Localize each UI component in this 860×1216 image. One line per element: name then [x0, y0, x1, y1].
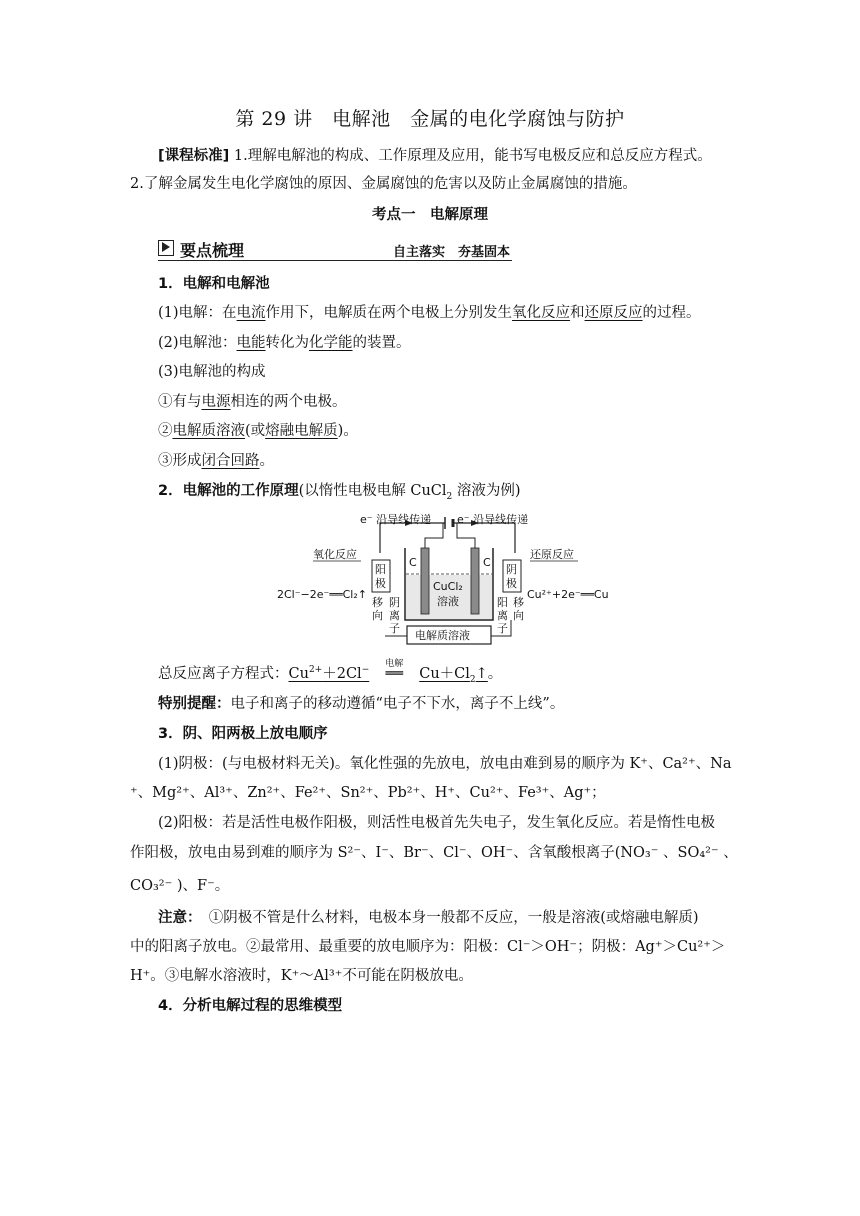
top-right-label: e⁻ 沿导线传递 [457, 513, 529, 526]
lesson-title: 第 29 讲 电解池 金属的电化学腐蚀与防护 [235, 108, 625, 130]
eq-term: ＋2Cl [322, 666, 362, 682]
text: 转化为 [265, 335, 310, 351]
cation-label: 离 [497, 609, 508, 622]
s1-paragraph-4 [158, 392, 347, 412]
tip-label: 特别提醒： [158, 696, 231, 712]
text: ② [158, 423, 173, 439]
s3-cathode-line2: ⁺、Mg²⁺、Al³⁺、Zn²⁺、Fe²⁺、Sn²⁺、Pb²⁺、H⁺、Cu²⁺、Fe³⁺、Ag⁺； [130, 785, 606, 801]
superscript: − [361, 665, 370, 676]
cathode-label: 阴 [506, 563, 517, 576]
left-carbon-electrode [421, 548, 429, 614]
standard-tag: [课程标准] [158, 148, 230, 164]
note-line3: H⁺。③电解水溶液时，K⁺～Al³⁺不可能在阴极放电。 [130, 968, 473, 984]
s3-cathode-line1: (1)阴极：(与电极材料无关)。氧化性强的先放电，放电由难到易的顺序为 K⁺、Ca²⁺、Na [158, 756, 732, 772]
oxidation-label: 氧化反应 [313, 548, 357, 561]
tip-text: 电子和离子的移动遵循“电子不下水，离子不上线”。 [230, 696, 565, 712]
banner-subtitle: 自主落实 夯基固本 [392, 245, 510, 260]
eq-term: Cu [288, 666, 309, 682]
text: 的装置。 [352, 335, 411, 351]
note-label: 注意： [158, 910, 195, 926]
underlined-term: 闭合回路 [201, 453, 260, 469]
s3-anode-line3: CO₃²⁻ )、F⁻。 [130, 878, 230, 894]
curriculum-standard-line1 [158, 146, 712, 166]
s1-paragraph-5 [158, 421, 358, 441]
text: (2)电解池： [158, 335, 237, 351]
right-lead [457, 523, 475, 548]
top-left-label: e⁻ 沿导线传递 [360, 513, 432, 526]
subscript: 2 [469, 674, 476, 685]
text: (或 [245, 423, 266, 439]
section-heading-kaodian: 考点一 电解原理 [372, 207, 488, 223]
solution-label-2: 溶液 [437, 595, 459, 608]
anode-label: 极 [375, 577, 386, 590]
text: 作用下，电解质在两个电极上分别发生 [265, 305, 513, 321]
cation-label: 子 [497, 622, 508, 635]
s1-paragraph-3: (3)电解池的构成 [158, 364, 266, 380]
text: (1)电解：在 [158, 305, 237, 321]
underlined-term: 电源 [201, 394, 231, 410]
equation-label: 总反应离子方程式： [158, 666, 289, 682]
underlined-term: 氧化反应 [512, 305, 571, 321]
banner-title: 要点梳理 [180, 241, 245, 260]
gas-arrow: ↑ [475, 666, 488, 682]
cathode-label: 极 [506, 577, 517, 590]
heading-text: 2．电解池的工作原理 [158, 483, 299, 499]
text: 。 [487, 666, 503, 682]
section-4-heading: 4．分析电解过程的思维模型 [158, 998, 343, 1014]
underlined-term: 电解质溶液 [172, 423, 245, 439]
heading-rest: (以惰性电极电解 CuCl [298, 483, 447, 499]
right-carbon-electrode [471, 548, 479, 614]
solution-label-1: CuCl₂ [433, 580, 463, 593]
underlined-term: 熔融电解质 [265, 423, 338, 439]
anion-label: 子 [389, 622, 400, 635]
move-label: 移 [513, 596, 524, 609]
key-points-banner [158, 238, 512, 261]
underlined-term: 电流 [236, 305, 266, 321]
standard-text-1: 1.理解电解池的构成、工作原理及应用，能书写电极反应和总反应方程式。 [233, 148, 712, 164]
s1-paragraph-2 [158, 333, 411, 353]
underlined-term: 还原反应 [584, 305, 643, 321]
move-label: 向 [513, 609, 524, 622]
reduction-label: 还原反应 [530, 548, 574, 561]
note-text: ①阴极不管是什么材料，电极本身一般都不反应，一般是溶液(或熔融电解质) [194, 910, 699, 926]
electrolysis-cell-diagram [275, 508, 615, 646]
section-1-heading: 1．电解和电解池 [158, 276, 270, 292]
superscript: 2+ [308, 665, 323, 676]
cathode-equation: Cu²⁺+2e⁻══Cu [527, 588, 609, 601]
text: 和 [570, 305, 585, 321]
subscript: 2 [446, 491, 453, 502]
equation-body [288, 659, 488, 685]
condition-text: 电解 [385, 659, 404, 669]
anode-equation: 2Cl⁻−2e⁻══Cl₂↑ [277, 588, 367, 601]
special-tip [158, 694, 564, 714]
s1-paragraph-1 [158, 303, 701, 323]
right-electrode-label: C [483, 556, 491, 569]
left-lead [425, 523, 443, 548]
electrolyte-label: 电解质溶液 [415, 629, 470, 642]
text: 。 [259, 453, 274, 469]
cation-label: 阳 [497, 596, 508, 609]
text: 的过程。 [642, 305, 701, 321]
text: 相连的两个电极。 [230, 394, 347, 410]
move-label: 移 [372, 596, 383, 609]
s1-paragraph-6 [158, 451, 274, 471]
underlined-term: 化学能 [309, 335, 353, 351]
s3-anode-line2: 作阳极，放电由易到难的顺序为 S²⁻、I⁻、Br⁻、Cl⁻、OH⁻、含氧酸根离子(NO₃⁻ 、SO₄²⁻ 、 [130, 845, 738, 861]
text: )。 [337, 423, 358, 439]
section-3-heading: 3．阴、阳两极上放电顺序 [158, 726, 328, 742]
s3-anode-line1: (2)阳极：若是活性电极作阳极，则活性电极首先失电子，发生氧化反应。若是惰性电极 [158, 815, 716, 831]
note-line1 [158, 908, 699, 928]
heading-end: 溶液为例) [452, 483, 521, 499]
left-electrode-label: C [409, 556, 417, 569]
underlined-term: 电能 [236, 335, 266, 351]
anion-label: 阴 [389, 596, 400, 609]
text: ①有与 [158, 394, 202, 410]
eq-term: Cu＋Cl [419, 666, 470, 682]
text: ③形成 [158, 453, 202, 469]
anion-label: 离 [389, 609, 400, 622]
play-triangle-icon [158, 240, 174, 256]
curriculum-standard-line2: 2.了解金属发生电化学腐蚀的原因、金属腐蚀的危害以及防止金属腐蚀的措施。 [130, 176, 637, 192]
note-line2: 中的阳离子放电。②最常用、最重要的放电顺序为：阳极：Cl⁻＞OH⁻；阴极：Ag⁺＞Cu²⁺＞ [130, 939, 726, 955]
move-label: 向 [372, 609, 383, 622]
anode-label: 阳 [375, 563, 386, 576]
reaction-condition: 电解 ══ [369, 664, 419, 684]
total-equation [158, 659, 503, 685]
section-2-heading [158, 481, 521, 501]
